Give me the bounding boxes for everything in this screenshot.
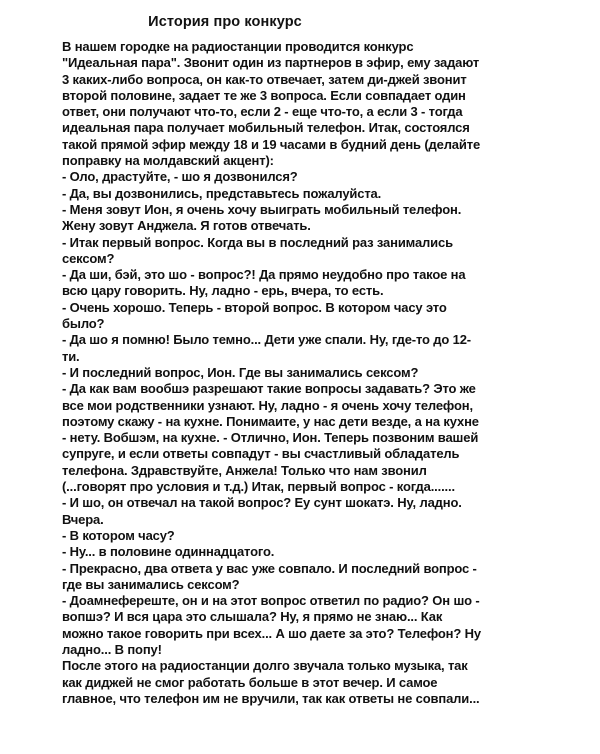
text-line: 3 каких-либо вопроса, он как-то отвечает, затем ди-джей звонит (62, 71, 467, 87)
text-line: ти. (62, 348, 80, 364)
text-line: - И последний вопрос, Ион. Где вы занимались сексом? (62, 364, 419, 380)
text-line: всю цару говорить. Ну, ладно - ерь, вчера, то есть. (62, 283, 384, 299)
text-line: (...говорят про условия и т.д.) Итак, первый вопрос - когда....... (62, 479, 455, 495)
text-line: где вы занимались сексом? (62, 576, 240, 592)
text-line: вопшэ? И вся цара это слышала? Ну, я прямо не знаю... Как (62, 609, 443, 625)
text-line: - В котором часу? (62, 527, 175, 543)
text-line: Вчера. (62, 511, 104, 527)
text-line: - Да, вы дозвонились, представьтесь пожалуйста. (62, 185, 382, 201)
text-line: - Да шо я помню! Было темно... Дети уже спали. Ну, где-то до 12- (62, 332, 471, 348)
text-line: - Доамнефереште, он и на этот вопрос ответил по радио? Он шо - (62, 593, 480, 609)
text-line: ладно... В попу! (62, 641, 162, 657)
text-line: было? (62, 316, 105, 332)
text-line: второй половине, задает те же 3 вопроса. Если совпадает один (62, 87, 466, 103)
text-line: супруге, и если ответы совпадут - вы счастливый обладатель (62, 446, 460, 462)
document-body (62, 39, 562, 707)
text-line: ответ, они получают что-то, если 2 - еще что-то, а если 3 - тогда (62, 104, 463, 120)
text-line: - Ну... в половине одиннадцатого. (62, 544, 275, 560)
text-line: "Идеальная пара". Звонит один из партнеров в эфир, ему задают (62, 55, 480, 71)
text-line: Жену зовут Анджела. Я готов отвечать. (62, 218, 311, 234)
document-title: История про конкурс (148, 14, 302, 30)
text-line: - Итак первый вопрос. Когда вы в последний раз занимались (62, 234, 453, 250)
text-line: - нету. Вобшэм, на кухне. - Отлично, Ион. Теперь позвоним вашей (62, 430, 479, 446)
text-line: как диджей не смог работать больше в этот вечер. И самое (62, 674, 438, 690)
text-line: можно такое говорить при всех... А шо даете за это? Телефон? Ну (62, 625, 481, 641)
text-line: главное, что телефон им не вручили, так как ответы не совпали... (62, 690, 480, 706)
text-line: - Да ши, бэй, это шо - вопрос?! Да прямо неудобно про такое на (62, 267, 466, 283)
text-line: - Прекрасно, два ответа у вас уже совпало. И последний вопрос - (62, 560, 477, 576)
text-line: идеальная пара получает мобильный телефон. Итак, состоялся (62, 120, 470, 136)
text-line: все мои родственники узнают. Ну, ладно - я очень хочу телефон, (62, 397, 473, 413)
text-line: - И шо, он отвечал на такой вопрос? Еу сунт шокатэ. Ну, ладно. (62, 495, 462, 511)
text-line: - Меня зовут Ион, я очень хочу выиграть мобильный телефон. (62, 201, 462, 217)
text-line: - Да как вам вообшэ разрешают такие вопросы задавать? Это же (62, 381, 476, 397)
text-line: телефона. Здравствуйте, Анжела! Только что нам звонил (62, 462, 427, 478)
text-line: - Оло, драстуйте, - шо я дозвонился? (62, 169, 298, 185)
text-line: такой прямой эфир между 18 и 19 часами в будний день (делайте (62, 136, 481, 152)
text-line: - Очень хорошо. Теперь - второй вопрос. В котором часу это (62, 299, 447, 315)
text-line: В нашем городке на радиостанции проводится конкурс (62, 39, 414, 54)
text-line: поправку на молдавский акцент): (62, 153, 274, 169)
text-line: После этого на радиостанции долго звучала только музыка, так (62, 658, 468, 674)
text-line: сексом? (62, 250, 115, 266)
text-line: поэтому скажу - на кухне. Понимаите, у нас дети везде, а на кухне (62, 413, 479, 429)
